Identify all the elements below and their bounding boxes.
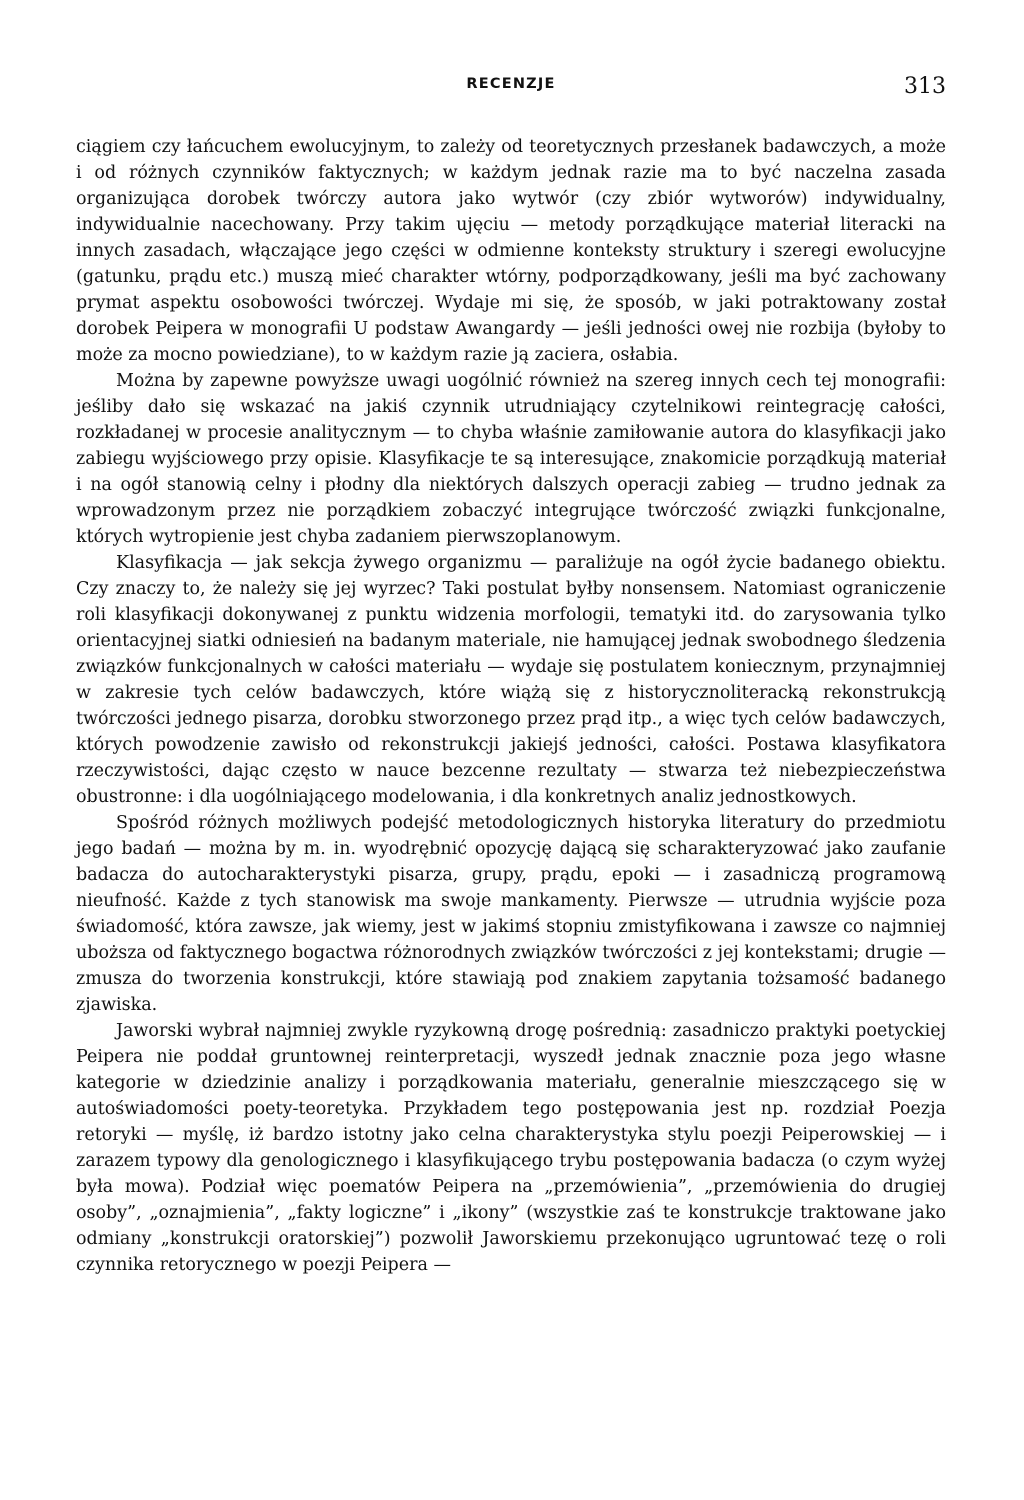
page-number: 313 (904, 74, 946, 99)
paragraph-1: ciągiem czy łańcuchem ewolucyjnym, to zależy od teoretycznych przesłanek badawczych, a może i od różnych czynników faktycznych; w każdym jednak razie ma to być naczelna zasada organizująca dorobek twórczy autora jako wytwór (czy zbiór wytworów) indywidualny, indywidualnie nacechowany. Przy takim ujęciu — metody porządkujące materiał literacki na innych zasadach, włączające jego części w odmienne konteksty struktury i szeregi ewolucyjne (gatunku, prądu etc.) muszą mieć charakter wtórny, podporządkowany, jeśli ma być zachowany prymat aspektu osobowości twórczej. Wydaje mi się, że sposób, w jaki potraktowany został dorobek Peipera w monografii U podstaw Awangardy — jeśli jedności owej nie rozbija (byłoby to może za mocno powiedziane), to w każdym razie ją zaciera, osłabia. (76, 137, 946, 365)
page-header (76, 74, 946, 104)
paragraph-5: Jaworski wybrał najmniej zwykle ryzykowną drogę pośrednią: zasadniczo praktyki poetyckiej Peipera nie poddał gruntownej reinterpretacji, wyszedł jednak znacznie poza jego własne kategorie w dziedzinie analizy i porządkowania materiału, generalnie mieszczącego się w autoświadomości poety-teoretyka. Przykładem tego postępowania jest np. rozdział Poezja retoryki — myślę, iż bardzo istotny jako celna charakterystyka stylu poezji Peiperowskiej — i zarazem typowy dla genologicznego i klasyfikującego trybu postępowania badacza (o czym wyżej była mowa). Podział więc poematów Peipera na „przemówienia”, „przemówienia do drugiej osoby”, „oznajmienia”, „fakty logiczne” i „ikony” (wszystkie zaś te konstrukcje traktowane jako odmiany „konstrukcji oratorskiej”) pozwolił Jaworskiemu przekonująco ugruntować tezę o roli czynnika retorycznego w poezji Peipera — (76, 1021, 946, 1275)
paragraph-3: Klasyfikacja — jak sekcja żywego organizmu — paraliżuje na ogół życie badanego obiektu. Czy znaczy to, że należy się jej wyrzec? Taki postulat byłby nonsensem. Natomiast ograniczenie roli klasyfikacji dokonywanej z punktu widzenia morfologii, tematyki itd. do zarysowania tylko orientacyjnej siatki odniesień na badanym materiale, nie hamującej jednak swobodnego śledzenia związków funkcjonalnych w całości materiału — wydaje się postulatem koniecznym, przynajmniej w zakresie tych celów badawczych, które wiążą się z historycznoliteracką rekonstrukcją twórczości jednego pisarza, dorobku stworzonego przez prąd itp., a więc tych celów badawczych, których powodzenie zawisło od rekonstrukcji jakiejś jedności, całości. Postawa klasyfikatora rzeczywistości, dając często w nauce bezcenne rezultaty — stwarza też niebezpieczeństwa obustronne: i dla uogólniającego modelowania, i dla konkretnych analiz jednostkowych. (76, 553, 946, 807)
running-head: RECENZJE (466, 76, 556, 92)
paragraph-2: Można by zapewne powyższe uwagi uogólnić również na szereg innych cech tej monografii: jeśliby dało się wskazać na jakiś czynnik utrudniający czytelnikowi reintegrację całości, rozkładanej w procesie analitycznym — to chyba właśnie zamiłowanie autora do klasyfikacji jako zabiegu wyjściowego przy opisie. Klasyfikacje te są interesujące, znakomicie porządkują materiał i na ogół stanowią celny i płodny dla niektórych dalszych operacji zabieg — trudno jednak za wprowadzonym przez nie porządkiem zobaczyć integrujące twórczość związki funkcjonalne, których wytropienie jest chyba zadaniem pierwszoplanowym. (76, 371, 946, 547)
body-text (76, 134, 946, 1278)
paragraph-4: Spośród różnych możliwych podejść metodologicznych historyka literatury do przedmiotu jego badań — można by m. in. wyodrębnić opozycję dającą się scharakteryzować jako zaufanie badacza do autocharakterystyki pisarza, grupy, prądu, epoki — i zasadniczą programową nieufność. Każde z tych stanowisk ma swoje mankamenty. Pierwsze — utrudnia wyjście poza świadomość, która zawsze, jak wiemy, jest w jakimś stopniu zmistyfikowana i zawsze co najmniej uboższa od faktycznego bogactwa różnorodnych związków twórczości z jej kontekstami; drugie — zmusza do tworzenia konstrukcji, które stawiają pod znakiem zapytania tożsamość badanego zjawiska. (76, 813, 946, 1015)
